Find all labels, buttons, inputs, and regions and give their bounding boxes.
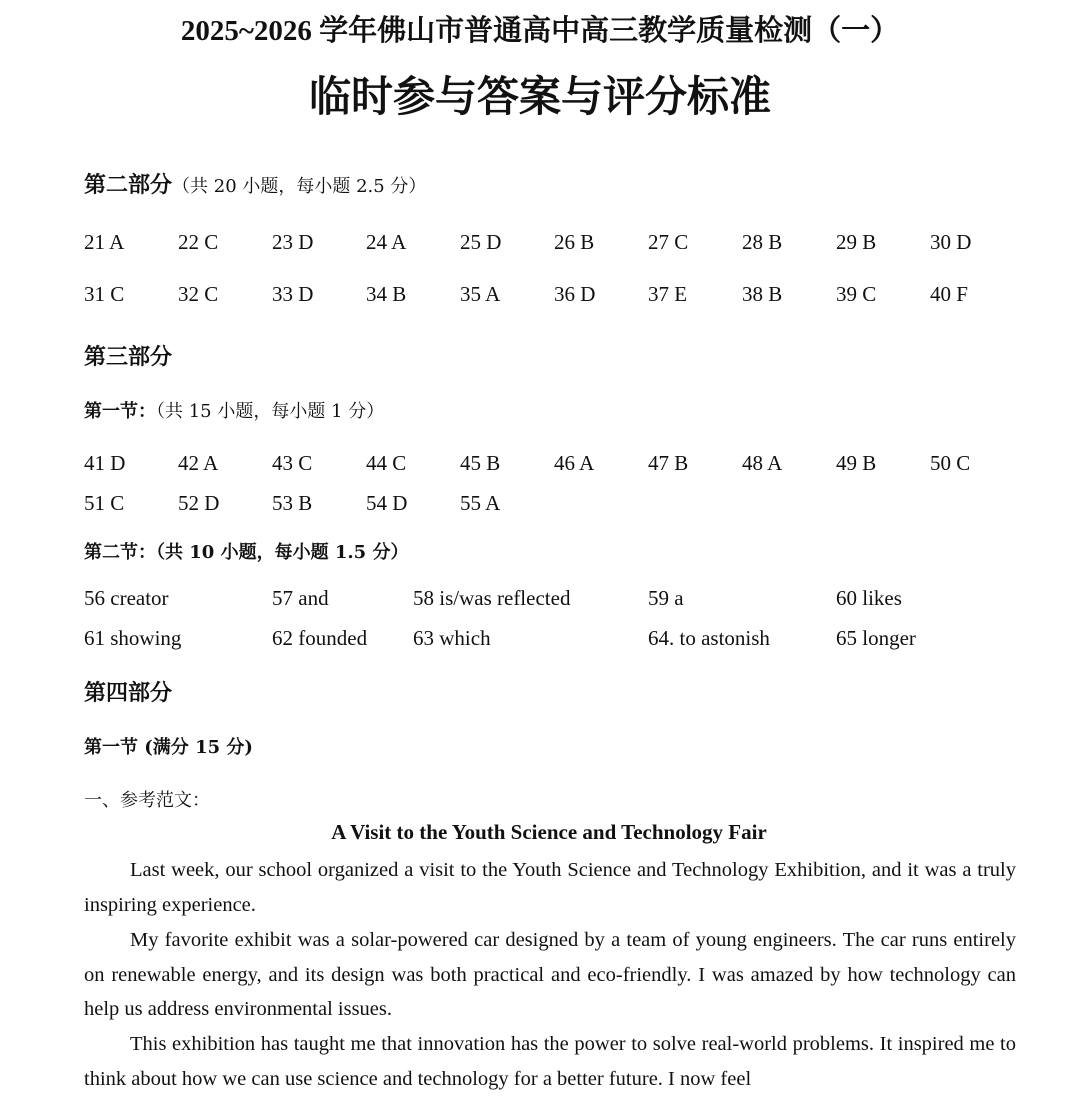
part2-title: 第二部分 [84,173,173,198]
answer-item: 37 E [648,282,688,306]
part3-heading: 第三部分 [84,345,173,370]
part3-answer-row-2 [84,491,1044,517]
answer-item: 32 C [178,282,219,306]
answer-item: 50 C [930,451,971,475]
answer-item: 40 F [930,282,968,306]
answer-item: 27 C [648,230,689,254]
answer-item: 55 A [460,491,501,515]
answer-item: 35 A [460,282,501,306]
section2-note-close: 分） [366,542,409,563]
answer-item: 44 C [366,451,407,475]
answer-item: 38 B [742,282,783,306]
part2-heading [84,168,426,199]
answer-item: 53 B [272,491,313,515]
part2-note: （共 20 小题，每小题 2.5 分） [172,176,427,197]
answer-item: 48 A [742,451,783,475]
fill-answer-item: 59 a [648,586,684,610]
part3-fill-row-2 [84,626,1024,652]
fill-answer-item: 58 is/was reflected [413,586,571,610]
answer-item: 22 C [178,230,219,254]
answer-item: 36 D [554,282,596,306]
section2-label: 第二节： [84,542,156,563]
part3-fill-row-1 [84,586,1024,612]
fill-answer-item: 56 creator [84,586,169,610]
sample-essay-label: 一、参考范文： [84,790,210,811]
answer-item: 43 C [272,451,313,475]
fill-answer-item: 60 likes [836,586,902,610]
part4-section1-label: 第一节 [84,737,138,758]
fill-answer-item: 64. to astonish [648,626,770,650]
fill-answer-item: 63 which [413,626,491,650]
answer-item: 49 B [836,451,877,475]
document-title: 2025~2026 学年佛山市普通高中高三教学质量检测（一） [180,15,900,47]
section1-note: （共 15 小题，每小题 1 分） [156,401,385,422]
part4-heading: 第四部分 [84,681,173,706]
fill-answer-item: 62 founded [272,626,368,650]
fill-answer-item: 61 showing [84,626,182,650]
answer-item: 52 D [178,491,220,515]
section2-note-open: （共 [156,542,190,563]
answer-item: 41 D [84,451,126,475]
answer-item: 28 B [742,230,783,254]
part3-section1-heading [84,397,384,423]
section1-label: 第一节： [84,401,156,422]
fill-answer-item: 65 longer [836,626,916,650]
answer-item: 45 B [460,451,501,475]
part4-section1-score: (满分 15 分) [144,737,253,758]
answer-item: 21 A [84,230,125,254]
answer-item: 47 B [648,451,689,475]
fill-answer-item: 57 and [272,586,329,610]
answer-item: 33 D [272,282,314,306]
part2-answer-row-2 [84,282,1044,308]
essay-paragraph-1: Last week, our school organized a visit to the Youth Science and Technology Exhibition, and it was a truly inspiring experience. [84,859,1016,916]
answer-item: 25 D [460,230,502,254]
part2-answer-row-1 [84,230,1044,256]
essay-title: A Visit to the Youth Science and Technology Fair [331,820,767,844]
essay-paragraph-3: This exhibition has taught me that innovation has the power to solve real-world problems. It inspired me to think about how we can use science and technology for a better future. I now feel [84,1033,1016,1090]
answer-item: 42 A [178,451,219,475]
answer-item: 51 C [84,491,125,515]
section2-note-score: 1.5 [334,542,367,563]
part4-section1-heading [84,733,253,759]
answer-item: 46 A [554,451,595,475]
answer-item: 30 D [930,230,972,254]
answer-item: 31 C [84,282,125,306]
part3-section2-heading [84,538,409,564]
answer-item: 34 B [366,282,407,306]
answer-item: 39 C [836,282,877,306]
section2-note-count: 10 [189,542,215,563]
answer-item: 29 B [836,230,877,254]
answer-item: 26 B [554,230,595,254]
part3-answer-row-1 [84,451,1044,477]
answer-item: 54 D [366,491,408,515]
answer-item: 24 A [366,230,407,254]
section2-note-mid: 小题，每小题 [214,542,335,563]
answer-item: 23 D [272,230,314,254]
essay-paragraph-2: My favorite exhibit was a solar-powered car designed by a team of young engineers. The car runs entirely on renewable energy, and its design was both practical and eco-friendly. I was amazed by how technology can help us address environmental issues. [84,929,1016,1020]
document-subtitle: 临时参与答案与评分标准 [308,72,771,121]
